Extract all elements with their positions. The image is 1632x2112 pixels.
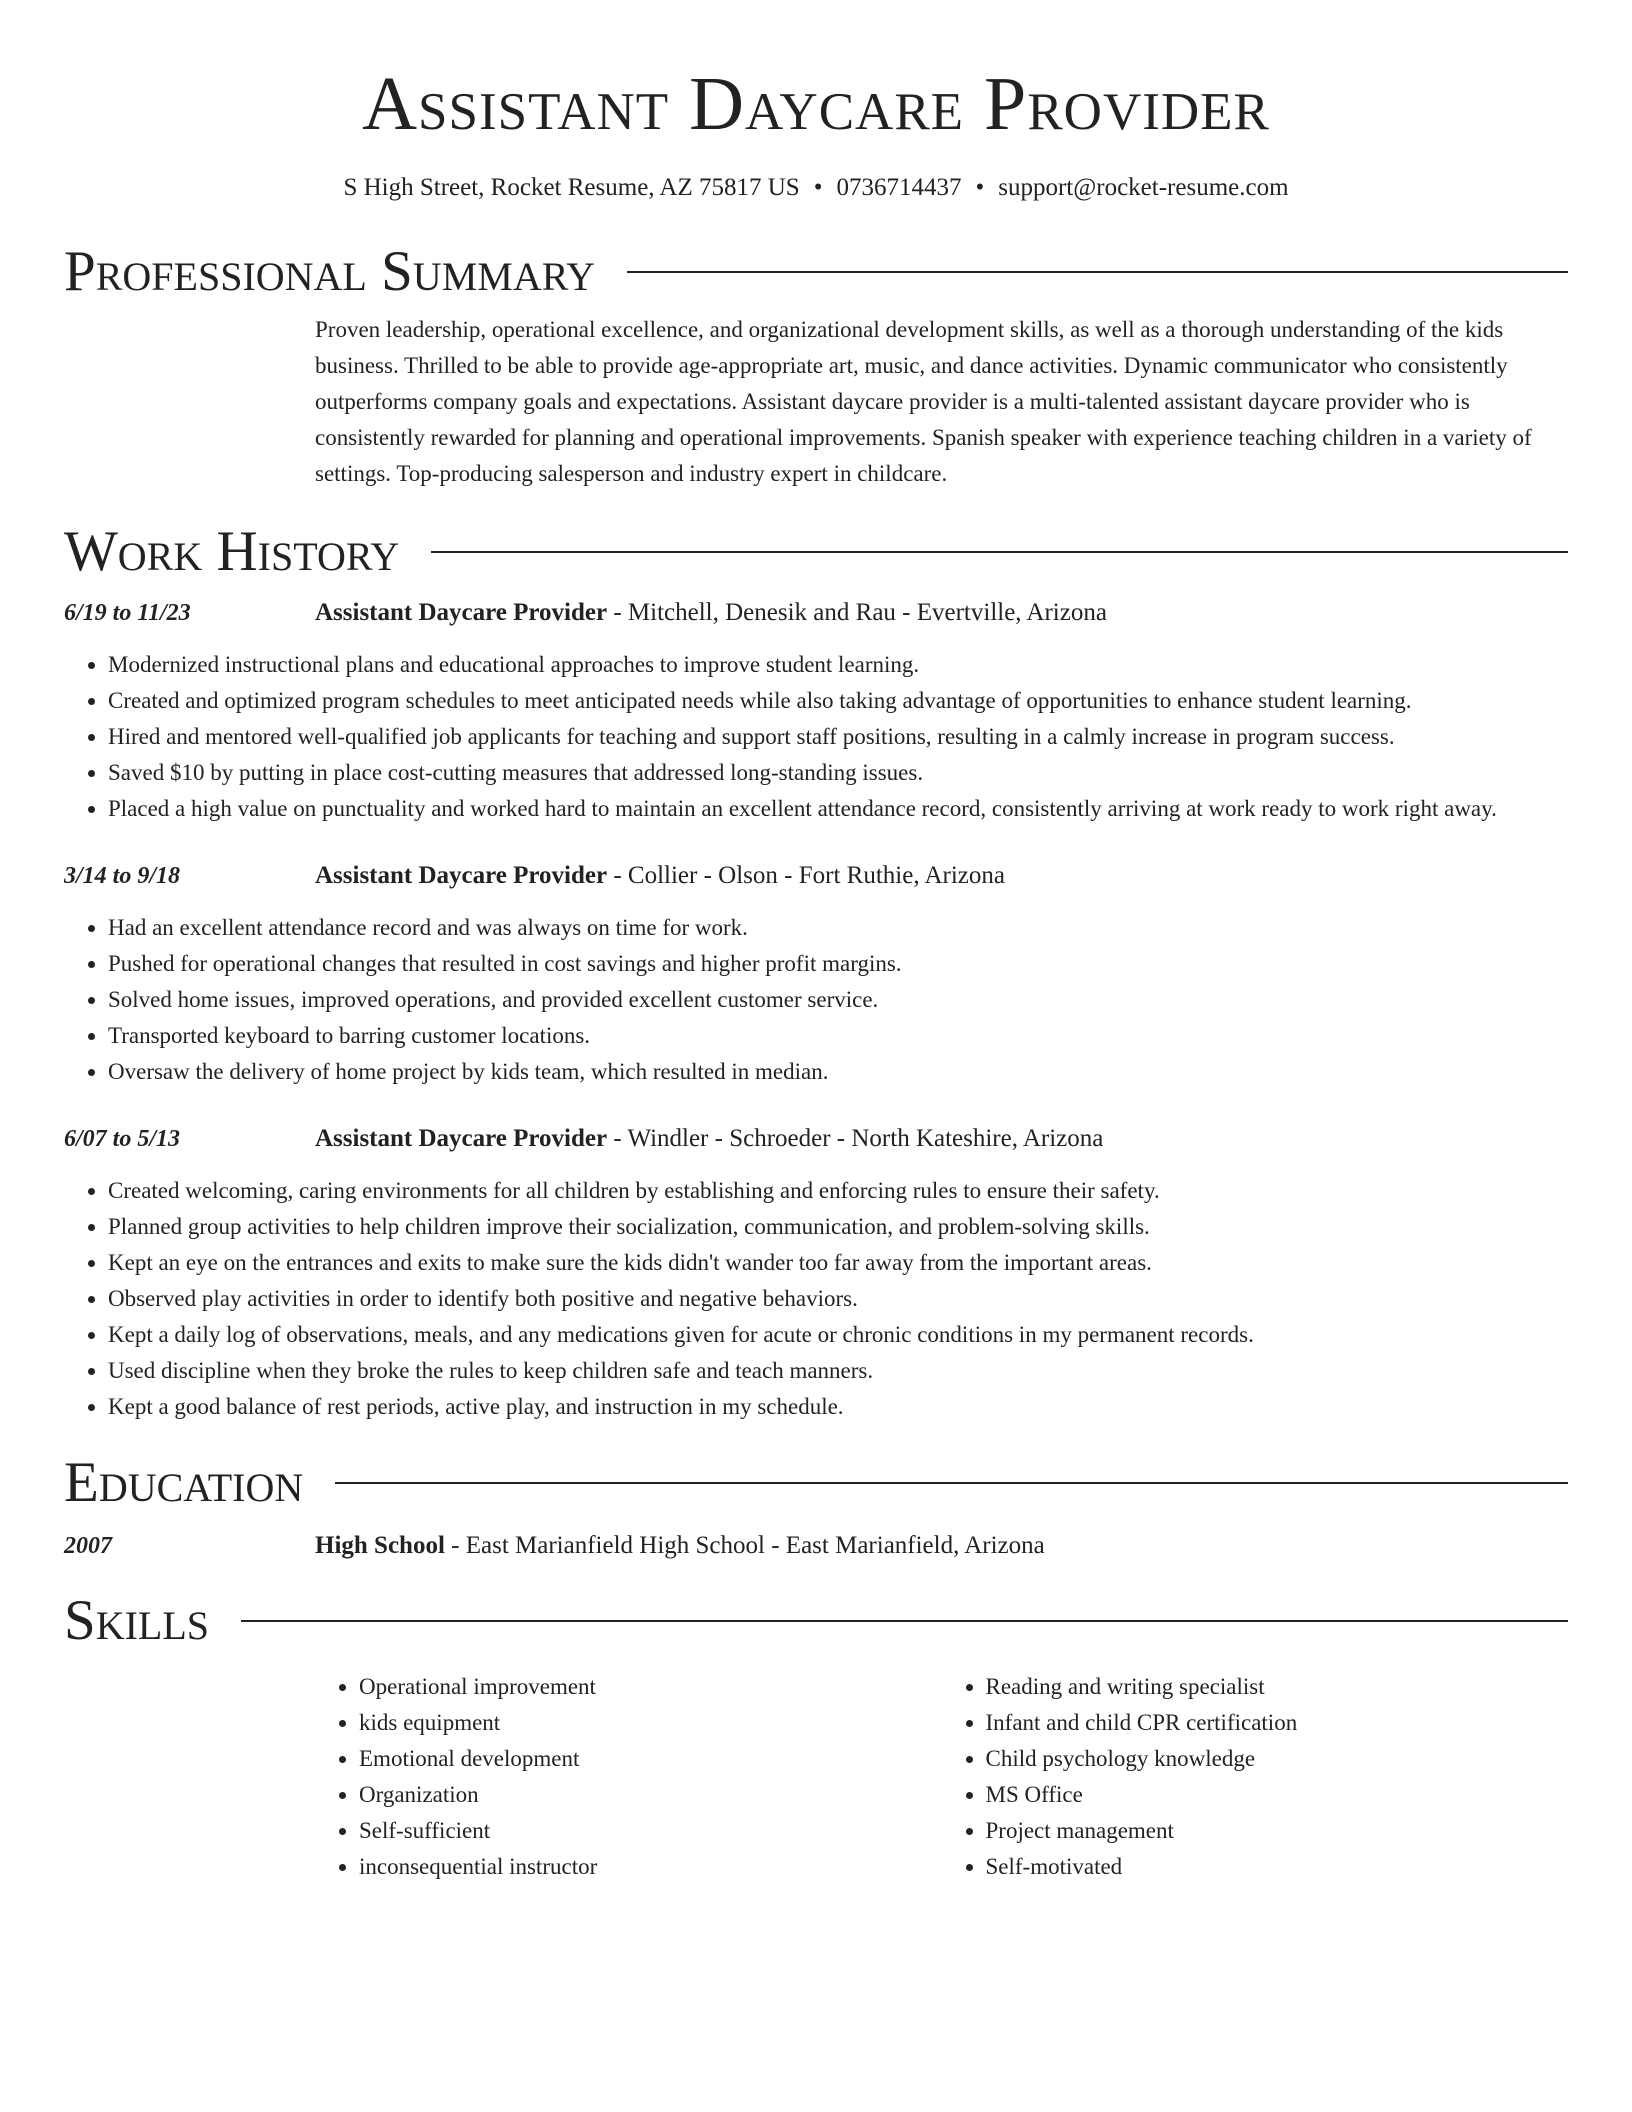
resume-page	[64, 0, 1568, 1885]
job-dates: 3/14 to 9/18	[64, 863, 181, 889]
job-title: Assistant Daycare Provider	[315, 1125, 608, 1152]
job-title: Assistant Daycare Provider	[315, 862, 608, 889]
education-school: - East Marianfield High School - East Marianfield, Arizona	[444, 1532, 1045, 1559]
list-item: • Used discipline when they broke the rules to keep children safe and teach manners.	[108, 1353, 1568, 1389]
candidate-name: Assistant Daycare Provider	[362, 62, 1270, 146]
skill-item: • Operational improvement	[359, 1669, 942, 1705]
job-header	[64, 596, 1568, 630]
contact-separator: •	[975, 174, 985, 201]
contact-line	[64, 172, 1568, 204]
job-employer: - Collier - Olson - Fort Ruthie, Arizona	[607, 862, 1005, 889]
section-divider	[431, 551, 1568, 553]
list-item: • Hired and mentored well-qualified job applicants for teaching and support staff positions, resulting in a calmly increase in program success.	[108, 719, 1568, 755]
skill-item: • MS Office	[986, 1777, 1569, 1813]
skill-item: • Self-motivated	[986, 1849, 1569, 1885]
list-item: • Created and optimized program schedules to meet anticipated needs while also taking advantage of opportunities to enhance student learning.	[108, 683, 1568, 719]
skill-item: • Child psychology knowledge	[986, 1741, 1569, 1777]
skill-item: • Infant and child CPR certification	[986, 1705, 1569, 1741]
job-header	[64, 1122, 1568, 1156]
skill-item: • Project management	[986, 1813, 1569, 1849]
section-divider	[335, 1482, 1568, 1484]
list-item: • Kept a good balance of rest periods, active play, and instruction in my schedule.	[108, 1389, 1568, 1425]
skill-item: • Organization	[359, 1777, 942, 1813]
section-heading-skills	[64, 1589, 1568, 1653]
list-item: • Had an excellent attendance record and was always on time for work.	[108, 910, 1568, 946]
section-heading-education	[64, 1451, 1568, 1515]
list-item: • Placed a high value on punctuality and worked hard to maintain an excellent attendance record, consistently arriving at work ready to work right away.	[108, 791, 1568, 827]
education-line	[315, 1529, 1045, 1563]
education-year: 2007	[64, 1533, 112, 1559]
list-item: • Observed play activities in order to identify both positive and negative behaviors.	[108, 1281, 1568, 1317]
contact-phone: 0736714437	[836, 174, 962, 201]
list-item: • Modernized instructional plans and educational approaches to improve student learning.	[108, 647, 1568, 683]
job-dates: 6/07 to 5/13	[64, 1126, 181, 1152]
skills-column-right	[942, 1669, 1569, 1885]
skill-item: • Emotional development	[359, 1741, 942, 1777]
summary-text: Proven leadership, operational excellence, and organizational development skills, as well as a thorough understanding of the kids business. Thrilled to be able to provide age-appropriate art, music, and dance activities. Dynamic communicator who consistently outperforms company goals and expectations. Assistant daycare provider is a multi-talented assistant daycare provider who is consistently rewarded for planning and operational improvements. Spanish speaker with experience teaching children in a variety of settings. Top-producing salesperson and industry expert in childcare.	[315, 317, 1532, 486]
skill-item: • kids equipment	[359, 1705, 942, 1741]
job-title-line	[315, 1122, 1103, 1156]
job-header	[64, 859, 1568, 893]
job-title: Assistant Daycare Provider	[315, 599, 608, 626]
list-item: • Pushed for operational changes that resulted in cost savings and higher profit margins.	[108, 946, 1568, 982]
contact-separator: •	[813, 174, 823, 201]
list-item: • Solved home issues, improved operations, and provided excellent customer service.	[108, 982, 1568, 1018]
list-item: • Kept a daily log of observations, meals, and any medications given for acute or chronic conditions in my permanent records.	[108, 1317, 1568, 1353]
education-degree: High School	[315, 1532, 445, 1559]
job-bullets	[64, 910, 1568, 1090]
section-title: Skills	[64, 1589, 210, 1652]
job-bullets	[64, 1173, 1568, 1425]
list-item: • Planned group activities to help children improve their socialization, communication, and problem-solving skills.	[108, 1209, 1568, 1245]
job-title-line	[315, 596, 1107, 630]
job-employer: - Mitchell, Denesik and Rau - Evertville, Arizona	[607, 599, 1107, 626]
skill-item: • inconsequential instructor	[359, 1849, 942, 1885]
list-item: • Created welcoming, caring environments for all children by establishing and enforcing rules to ensure their safety.	[108, 1173, 1568, 1209]
section-title: Education	[64, 1451, 304, 1514]
job-entry	[64, 596, 1568, 827]
job-dates: 6/19 to 11/23	[64, 600, 191, 626]
section-heading-work-history	[64, 520, 1568, 584]
list-item: • Transported keyboard to barring customer locations.	[108, 1018, 1568, 1054]
job-entry	[64, 1122, 1568, 1425]
section-divider	[627, 271, 1568, 273]
job-entry	[64, 859, 1568, 1090]
work-history-list	[64, 596, 1568, 1425]
job-bullets	[64, 647, 1568, 827]
contact-email[interactable]: support@rocket-resume.com	[998, 174, 1289, 201]
contact-address: S High Street, Rocket Resume, AZ 75817 US	[343, 174, 800, 201]
section-title: Work History	[64, 520, 400, 583]
section-title: Professional Summary	[64, 240, 596, 303]
skills-grid	[315, 1669, 1568, 1885]
job-title-line	[315, 859, 1005, 893]
skills-column-left	[315, 1669, 942, 1885]
list-item: • Saved $10 by putting in place cost-cutting measures that addressed long-standing issues.	[108, 755, 1568, 791]
section-divider	[241, 1620, 1568, 1622]
list-item: • Oversaw the delivery of home project by kids team, which resulted in median.	[108, 1054, 1568, 1090]
skill-item: • Self-sufficient	[359, 1813, 942, 1849]
section-heading-summary	[64, 240, 1568, 304]
job-employer: - Windler - Schroeder - North Kateshire, Arizona	[607, 1125, 1104, 1152]
list-item: • Kept an eye on the entrances and exits to make sure the kids didn't wander too far away from the important areas.	[108, 1245, 1568, 1281]
skill-item: • Reading and writing specialist	[986, 1669, 1569, 1705]
education-entry	[64, 1529, 1568, 1563]
